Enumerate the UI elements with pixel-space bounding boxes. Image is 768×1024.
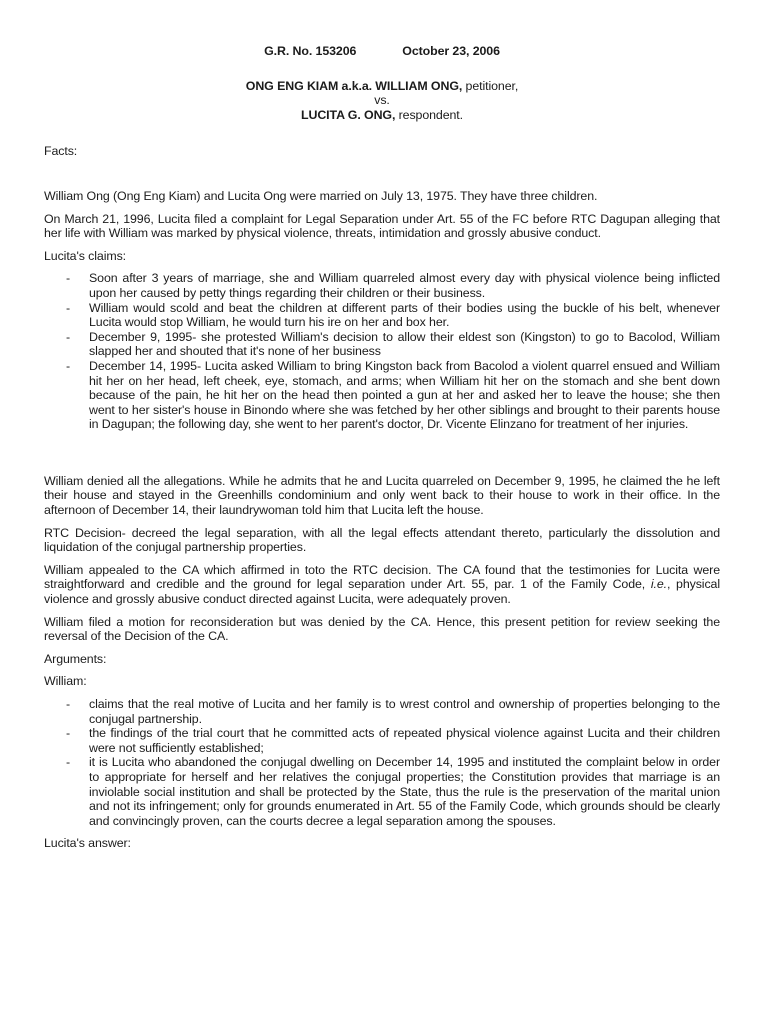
- respondent-line: [44, 108, 720, 123]
- respondent-role: respondent.: [395, 107, 463, 122]
- decision-date: October 23, 2006: [402, 44, 500, 58]
- case-header: [44, 44, 720, 59]
- list-item: - it is Lucita who abandoned the conjugal dwelling on December 14, 1995 and instituted the complaint below in order to appropriate for herself and her relatives the conjugal properties; the Constitution provides that marriage is an inviolable social institution and shall be protected by the State, thus the rule is the preservation of the marital union and not its infringement; only for grounds enumerated in Art. 55 of the Family Code, which grounds should be clearly and convincingly proven, can the courts decree a legal separation among the spouses.: [89, 755, 720, 828]
- list-item: - William would scold and beat the children at different parts of their bodies using the buckle of his belt, whenever Lucita would stop William, he would turn his ire on her and box her.: [89, 301, 720, 330]
- lucita-claims-list: [44, 271, 720, 432]
- respondent-name: LUCITA G. ONG,: [301, 107, 396, 122]
- paragraph-ca-appeal: [44, 563, 720, 607]
- versus-line: vs.: [374, 93, 390, 108]
- paragraph-complaint: On March 21, 1996, Lucita filed a complaint for Legal Separation under Art. 55 of the FC before RTC Dagupan alleging that her life with William was marked by physical violence, threats, intimidation and grossly abusive conduct.: [44, 211, 720, 241]
- paragraph-reconsideration: William filed a motion for reconsideration but was denied by the CA. Hence, this present petition for review seeking the reversal of the Decision of the CA.: [44, 614, 720, 644]
- paragraph-marriage: William Ong (Ong Eng Kiam) and Lucita Ong were married on July 13, 1975. They have three children.: [44, 188, 598, 203]
- paragraph-william-denial: William denied all the allegations. While he admits that he and Lucita quarreled on December 9, 1995, he claimed the he left their house and stayed in the Greenhills condominium and only went back to their house to work in their office. In the afternoon of December 14, their laundrywoman told him that Lucita left the house.: [44, 473, 720, 518]
- petitioner-line: [44, 79, 720, 94]
- petitioner-name: ONG ENG KIAM a.k.a. WILLIAM ONG,: [245, 78, 463, 93]
- petitioner-role: petitioner,: [462, 78, 519, 93]
- case-parties: [44, 79, 720, 123]
- ca-appeal-text-b: , physical violence and grossly abusive conduct directed against Lucita, were adequately proven.: [44, 577, 720, 607]
- list-item: - the findings of the trial court that he committed acts of repeated physical violence against Lucita and their children were not sufficiently established;: [89, 726, 720, 755]
- list-item: - Soon after 3 years of marriage, she and William quarreled almost every day with physical violence being inflicted upon her caused by petty things regarding their children or their business.: [89, 271, 720, 300]
- list-item: - December 14, 1995- Lucita asked William to bring Kingston back from Bacolod a violent quarrel ensued and William hit her on her head, left cheek, eye, stomach, and arms; when William hit her on the stomach and she bent down because of the pain, he hit her on the head then pointed a gun at her and asked her to leave the house; she then went to her sister's house in Binondo where she was fetched by her other siblings and brought to their parents house in Dagupan; the following day, she went to her parent's doctor, Dr. Vicente Elinzano for treatment of her injuries.: [89, 359, 720, 432]
- william-heading: William:: [44, 674, 87, 689]
- ca-appeal-italic: i.e.: [650, 577, 667, 592]
- gr-number: G.R. No. 153206: [264, 44, 357, 58]
- william-arguments-list: [44, 697, 720, 828]
- paragraph-rtc-decision: RTC Decision- decreed the legal separation, with all the legal effects attendant thereto, particularly the dissolution and liquidation of the conjugal partnership properties.: [44, 525, 720, 555]
- lucita-answer-heading: Lucita's answer:: [44, 836, 131, 851]
- ca-appeal-text-a: William appealed to the CA which affirmed in toto the RTC decision. The CA found that the testimonies for Lucita were straightforward and credible and the ground for legal separation under Art. 55, par. 1 of the Family Code,: [44, 562, 720, 592]
- lucita-claims-heading: Lucita's claims:: [44, 248, 127, 263]
- section-spacer: [44, 440, 720, 474]
- facts-heading: Facts:: [44, 144, 78, 159]
- list-item: - December 9, 1995- she protested William's decision to allow their eldest son (Kingston) to go to Bacolod, William slapped her and shouted that it's none of her business: [89, 330, 720, 359]
- list-item: - claims that the real motive of Lucita and her family is to wrest control and ownership of properties belonging to the conjugal partnership.: [89, 697, 720, 726]
- arguments-heading: Arguments:: [44, 651, 107, 666]
